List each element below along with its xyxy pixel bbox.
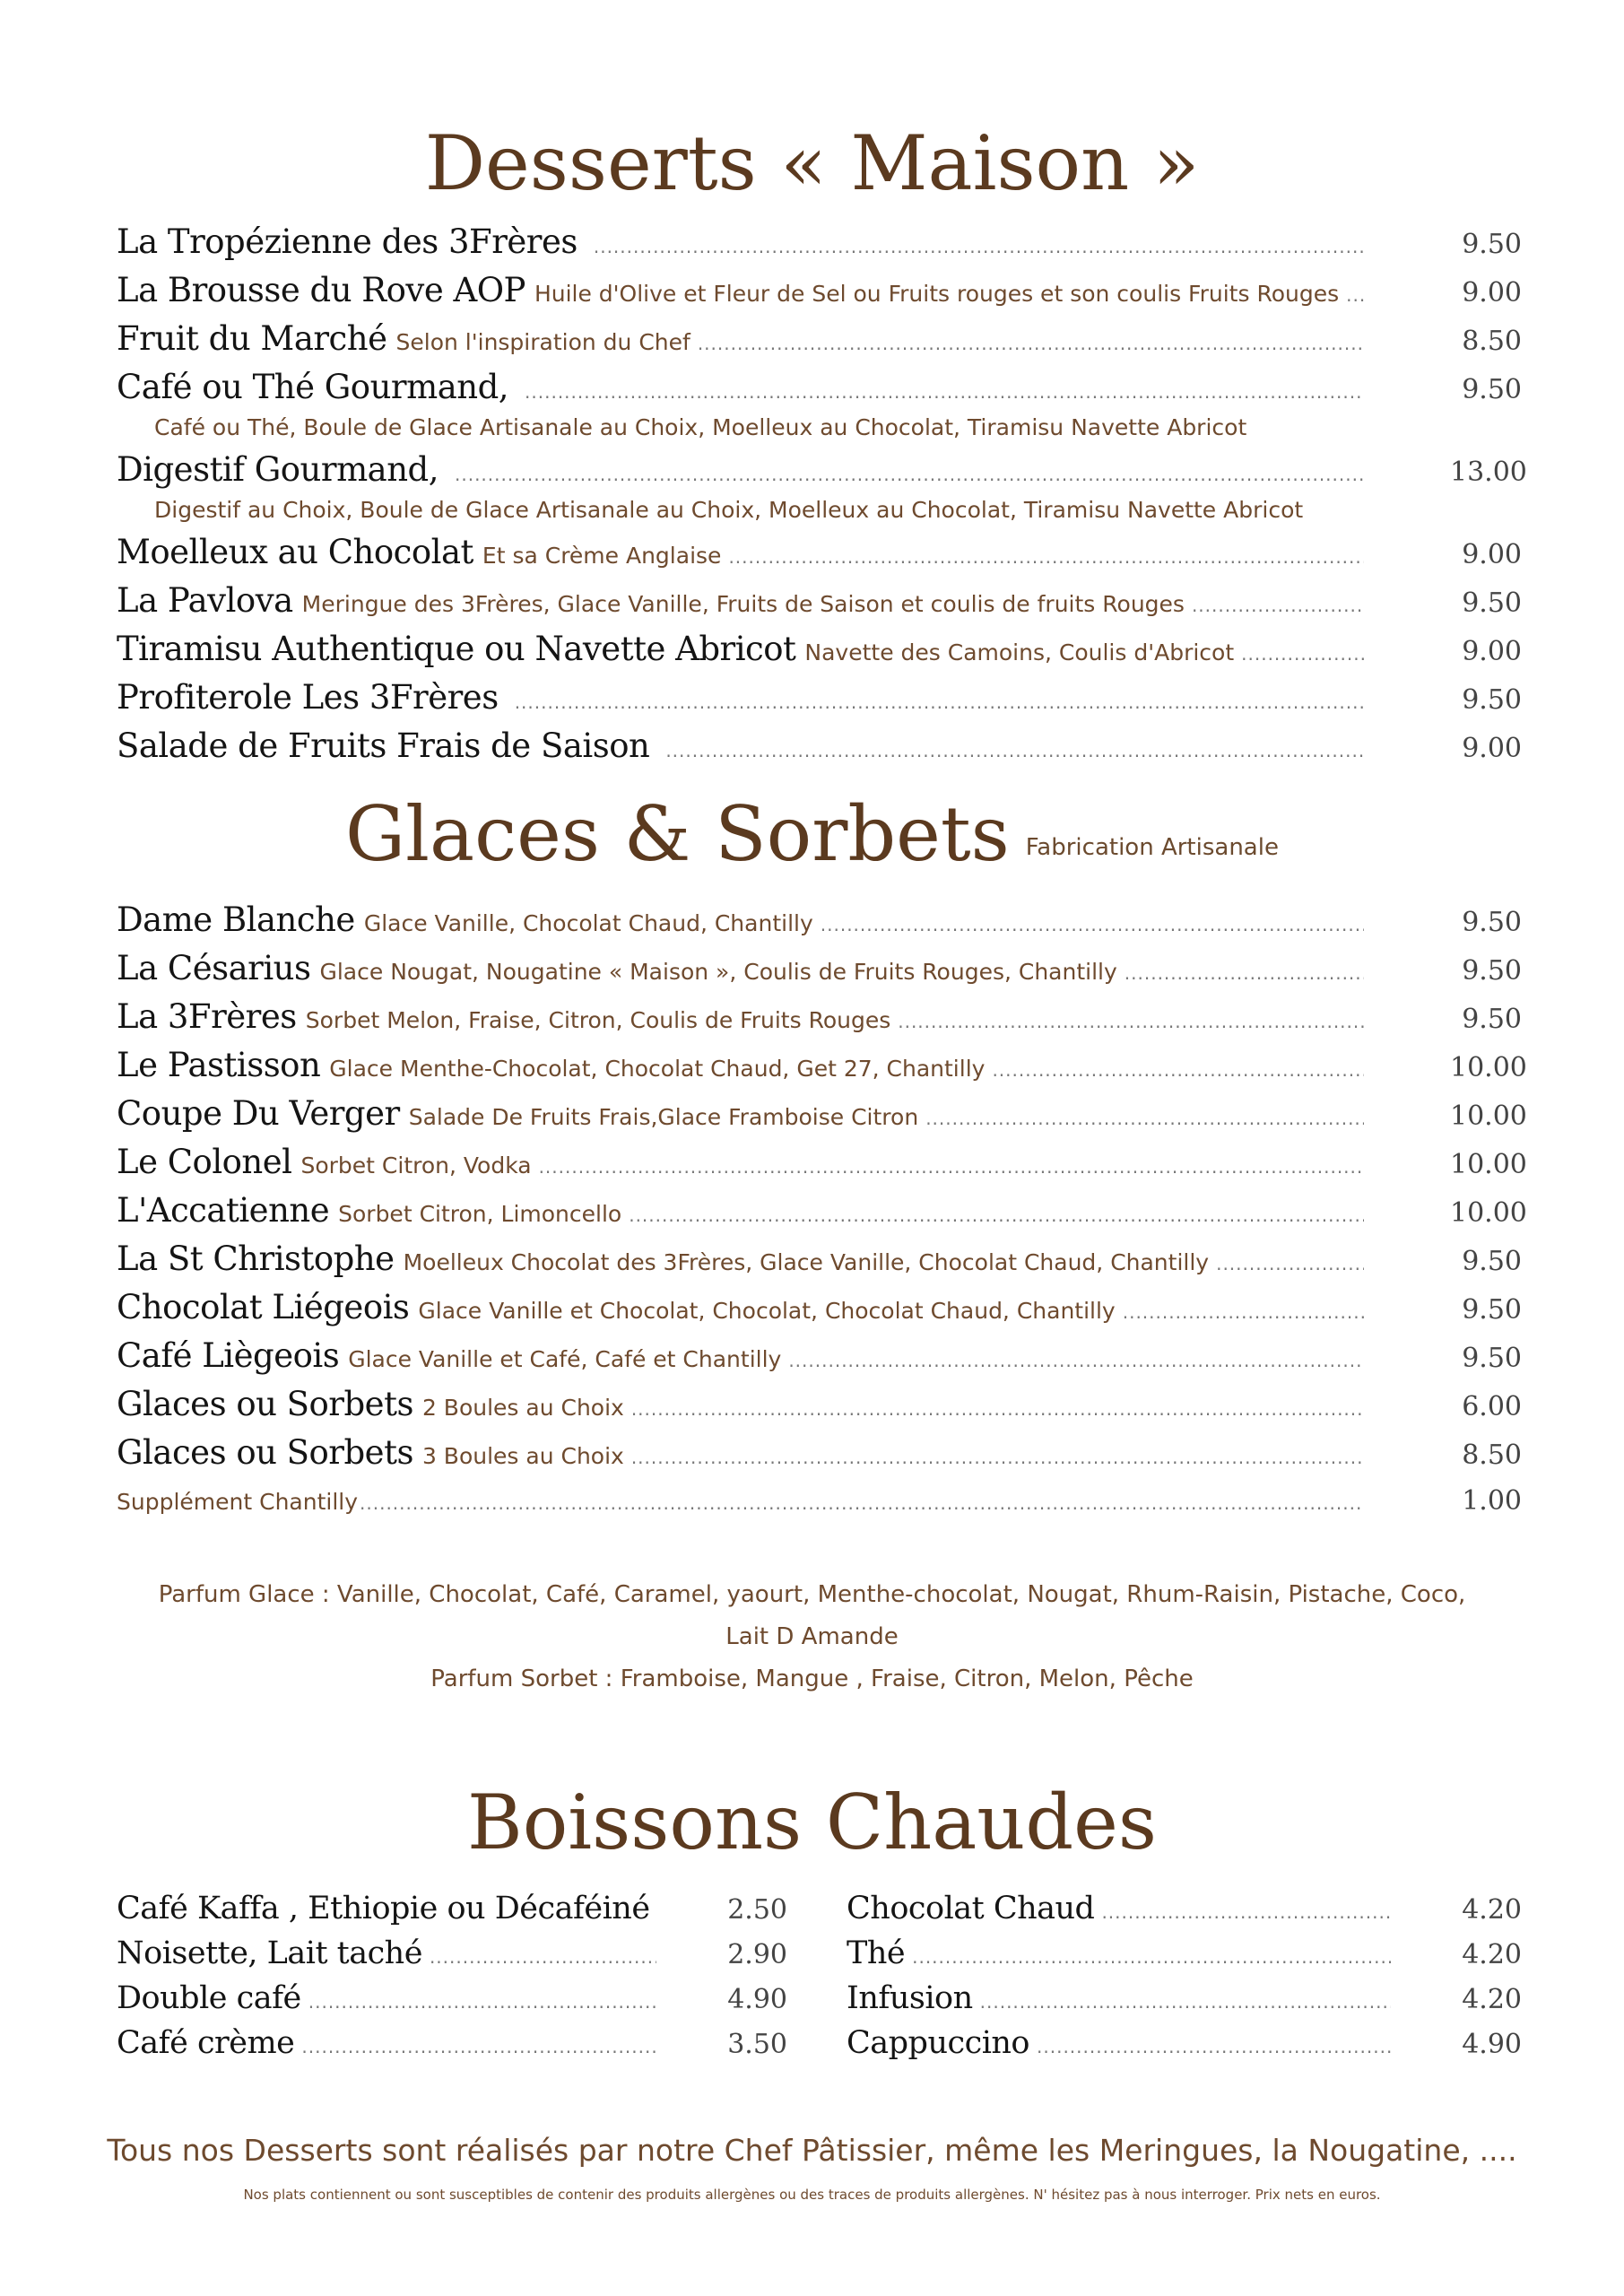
boissons-right-column bbox=[847, 1891, 1522, 2070]
menu-item: Tiramisu Authentique ou Navette Abricot Navette des Camoins, Coulis d'Abricot ..... 9.00 bbox=[117, 630, 1522, 668]
menu-item: Moelleux au Chocolat Et sa Crème Anglaise ..... 9.00 bbox=[117, 533, 1522, 571]
parfum-glace-line-2: Lait D Amande bbox=[725, 1623, 899, 1650]
menu-item: Dame Blanche Glace Vanille, Chocolat Chaud, Chantilly ..... 9.50 bbox=[117, 900, 1522, 939]
drink-item: Cappuccino ..... 4.90 bbox=[847, 2025, 1522, 2061]
drink-item: Café crème ..... 3.50 bbox=[117, 2025, 787, 2061]
menu-item: La Pavlova Meringue des 3Frères, Glace Vanille, Fruits de Saison et coulis de fruits Rouges ..... 9.50 bbox=[117, 581, 1522, 620]
menu-item: Salade de Fruits Frais de Saison ..... 9.00 bbox=[117, 726, 1522, 765]
menu-item: La St Christophe Moelleux Chocolat des 3Frères, Glace Vanille, Chocolat Chaud, Chantilly ..... 9.50 bbox=[117, 1239, 1522, 1278]
menu-item: Le Pastisson Glace Menthe-Chocolat, Chocolat Chaud, Get 27, Chantilly ..... 10.00 bbox=[117, 1046, 1522, 1084]
menu-item-subtext: Digestif au Choix, Boule de Glace Artisanale au Choix, Moelleux au Chocolat, Tiramisu Navette Abricot bbox=[154, 497, 1304, 523]
desserts-title: Desserts « Maison » bbox=[424, 119, 1200, 207]
menu-item: Coupe Du Verger Salade De Fruits Frais,Glace Framboise Citron ..... 10.00 bbox=[117, 1094, 1522, 1133]
menu-item: Glaces ou Sorbets 2 Boules au Choix ..... 6.00 bbox=[117, 1385, 1522, 1423]
menu-item: La 3Frères Sorbet Melon, Fraise, Citron, Coulis de Fruits Rouges ..... 9.50 bbox=[117, 997, 1522, 1036]
supplement-item: Supplément Chantilly ..... 1.00 bbox=[117, 1485, 1522, 1517]
menu-item-subtext: Café ou Thé, Boule de Glace Artisanale au Choix, Moelleux au Chocolat, Tiramisu Navette Abricot bbox=[154, 414, 1247, 440]
boissons-left-column bbox=[117, 1891, 787, 2070]
menu-item: Chocolat Liégeois Glace Vanille et Chocolat, Chocolat, Chocolat Chaud, Chantilly ..... 9.50 bbox=[117, 1288, 1522, 1326]
glaces-title bbox=[0, 790, 1624, 878]
menu-item: La Césarius Glace Nougat, Nougatine « Maison », Coulis de Fruits Rouges, Chantilly ..... 9.50 bbox=[117, 949, 1522, 987]
allergen-notice: Nos plats contiennent ou sont susceptibles de contenir des produits allergènes ou des traces de produits allergènes. N' hésitez pas à nous interroger. Prix nets en euros. bbox=[243, 2187, 1381, 2203]
menu-item: La Brousse du Rove AOP Huile d'Olive et Fleur de Sel ou Fruits rouges et son coulis Fruits Rouges ..... 9.00 bbox=[117, 271, 1522, 309]
menu-item: Café ou Thé Gourmand, ..... 9.50 bbox=[117, 368, 1522, 406]
parfum-glace-line-1: Parfum Glace : Vanille, Chocolat, Café, Caramel, yaourt, Menthe-chocolat, Nougat, Rhum-Raisin, Pistache, Coco, bbox=[158, 1581, 1466, 1608]
boissons-title: Boissons Chaudes bbox=[466, 1779, 1157, 1866]
drink-item: Infusion ..... 4.20 bbox=[847, 1980, 1522, 2016]
footer-note: Tous nos Desserts sont réalisés par notre Chef Pâtissier, même les Meringues, la Nougatine, .... bbox=[107, 2133, 1517, 2168]
menu-item: Profiterole Les 3Frères ..... 9.50 bbox=[117, 678, 1522, 717]
menu-item: Café Liègeois Glace Vanille et Café, Café et Chantilly ..... 9.50 bbox=[117, 1336, 1522, 1375]
menu-item: L'Accatienne Sorbet Citron, Limoncello ..... 10.00 bbox=[117, 1191, 1522, 1230]
menu-item: Digestif Gourmand, ..... 13.00 bbox=[117, 450, 1522, 489]
drink-item: Double café ..... 4.90 bbox=[117, 1980, 787, 2016]
drink-item: Noisette, Lait taché ..... 2.90 bbox=[117, 1935, 787, 1971]
glaces-subtitle: Fabrication Artisanale bbox=[1025, 834, 1279, 861]
menu-item: Le Colonel Sorbet Citron, Vodka ..... 10.00 bbox=[117, 1143, 1522, 1181]
parfum-sorbet: Parfum Sorbet : Framboise, Mangue , Fraise, Citron, Melon, Pêche bbox=[430, 1665, 1194, 1692]
drink-item: Thé ..... 4.20 bbox=[847, 1935, 1522, 1971]
glaces-title-text: Glaces & Sorbets bbox=[345, 790, 1010, 878]
drink-item: Café Kaffa , Ethiopie ou Décaféiné 2.50 bbox=[117, 1891, 787, 1926]
drink-item: Chocolat Chaud ..... 4.20 bbox=[847, 1891, 1522, 1926]
menu-item: Fruit du Marché Selon l'inspiration du Chef ..... 8.50 bbox=[117, 319, 1522, 358]
menu-item: Glaces ou Sorbets 3 Boules au Choix ..... 8.50 bbox=[117, 1433, 1522, 1472]
menu-item: La Tropézienne des 3Frères ..... 9.50 bbox=[117, 222, 1522, 261]
